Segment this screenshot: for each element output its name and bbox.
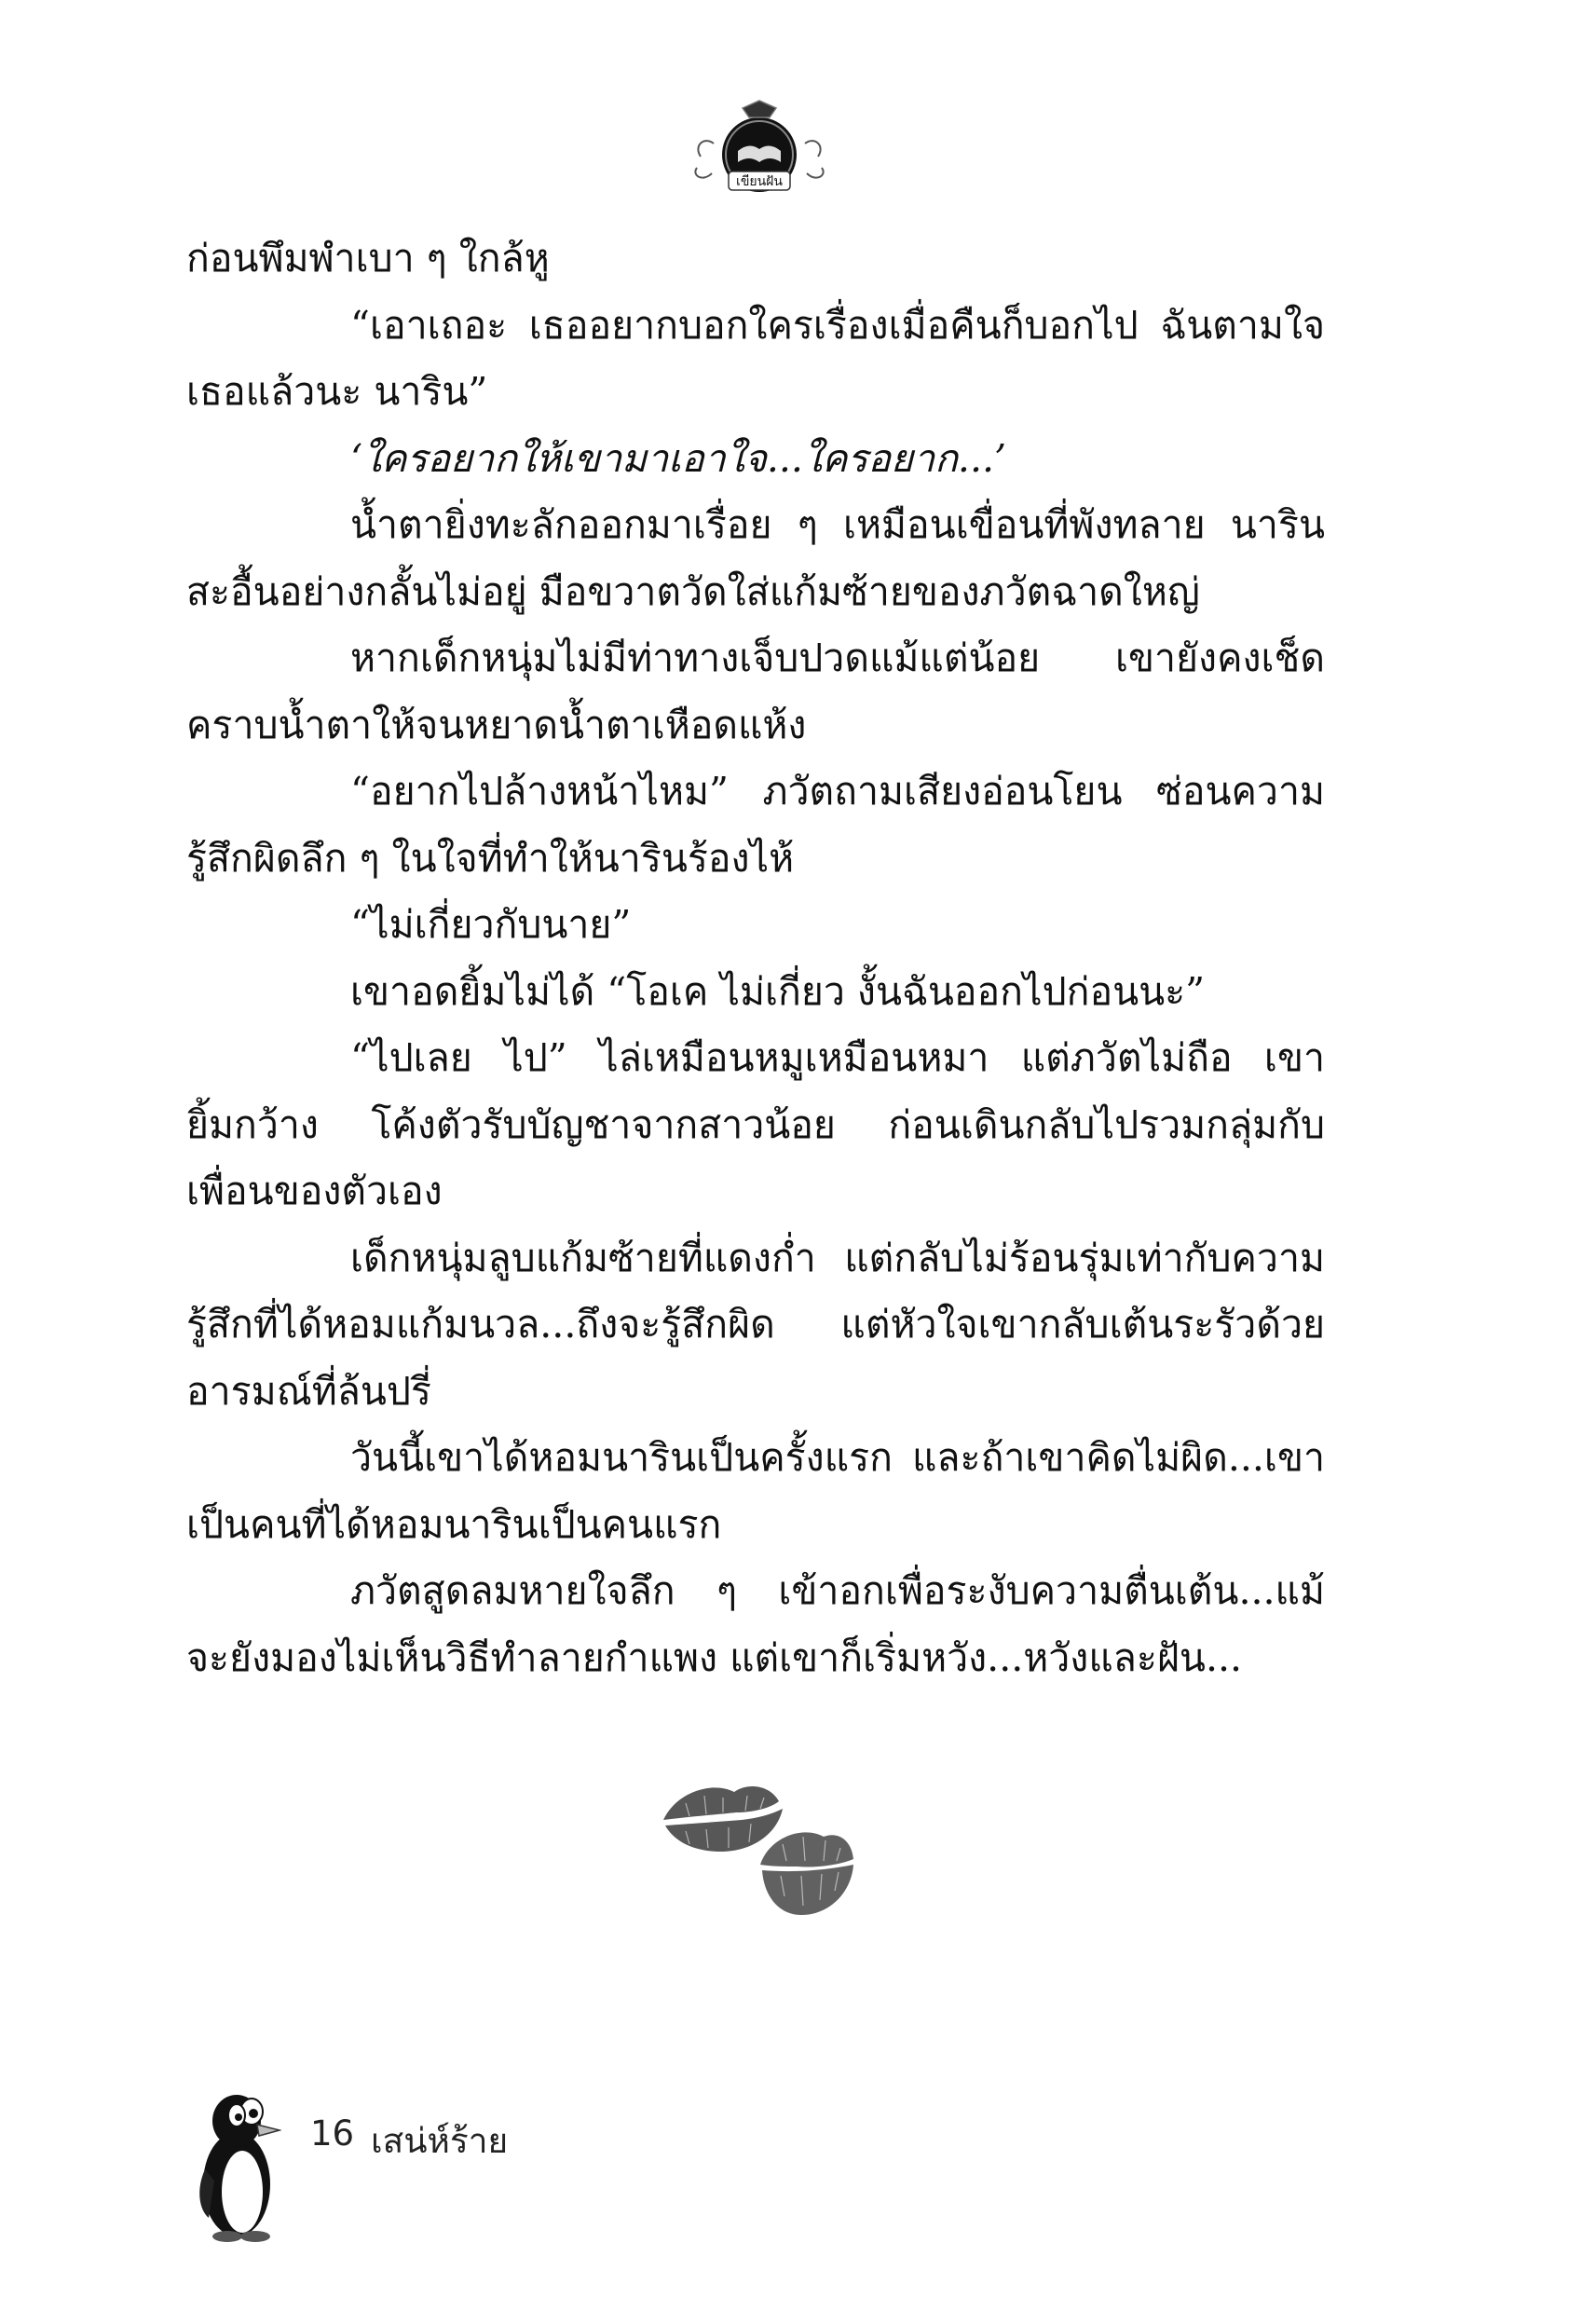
- text-line: ยิ้มกว้าง โค้งตัวรับบัญชาจากสาวน้อย ก่อนเดินกลับไปรวมกลุ่มกับ: [186, 1101, 1325, 1147]
- lipstick-kiss-icon: [658, 1775, 855, 1922]
- logo-text: เขียนฝัน: [736, 174, 783, 189]
- text-line: วันนี้เขาได้หอมนารินเป็นครั้งแรก และถ้าเขาคิดไม่ผิด...เขา: [350, 1435, 1325, 1480]
- story-text: [186, 226, 1325, 1691]
- page-number: 16: [310, 2113, 355, 2154]
- text-line: เพื่อนของตัวเอง: [186, 1169, 443, 1213]
- text-line: “ไม่เกี่ยวกับนาย”: [350, 902, 632, 947]
- text-line: เป็นคนที่ได้หอมนารินเป็นคนแรก: [186, 1501, 722, 1547]
- text-line: อารมณ์ที่ล้นปรี่: [186, 1368, 431, 1414]
- text-line: เธอแล้วนะ นาริน”: [186, 369, 488, 414]
- book-title: เสน่ห์ร้าย: [371, 2121, 509, 2161]
- publisher-logo: [691, 99, 827, 201]
- text-line: คราบน้ำตาให้จนหยาดน้ำตาเหือดแห้ง: [186, 702, 807, 747]
- text-line: ก่อนพึมพำเบา ๆ ใกล้หู: [186, 236, 550, 280]
- text-line: ภวัตสูดลมหายใจลึก ๆ เข้าอกเพื่อระงับความตื่นเต้น...แม้: [350, 1568, 1325, 1613]
- text-line: ‘ใครอยากให้เขามาเอาใจ...ใครอยาก...’: [350, 435, 1007, 481]
- text-line: “ไปเลย ไป” ไล่เหมือนหมูเหมือนหมา แต่ภวัตไม่ถือ เขา: [350, 1035, 1325, 1080]
- text-line: เด็กหนุ่มลูบแก้มซ้ายที่แดงก่ำ แต่กลับไม่ร้อนรุ่มเท่ากับความ: [350, 1235, 1325, 1280]
- text-line: สะอื้นอย่างกลั้นไม่อยู่ มือขวาตวัดใส่แก้มซ้ายของภวัตฉาดใหญ่: [186, 568, 1200, 614]
- text-line: น้ำตายิ่งทะลักออกมาเรื่อย ๆ เหมือนเขื่อนที่พังทลาย นาริน: [350, 502, 1325, 547]
- text-line: รู้สึกที่ได้หอมแก้มนวล...ถึงจะรู้สึกผิด แต่หัวใจเขากลับเต้นระรัวด้วย: [186, 1302, 1325, 1347]
- text-line: จะยังมองไม่เห็นวิธีทำลายกำแพง แต่เขาก็เริ่มหวัง...หวังและฝัน...: [186, 1634, 1243, 1680]
- text-line: เขาอดยิ้มไม่ได้ “โอเค ไม่เกี่ยว งั้นฉันออกไปก่อนนะ”: [350, 968, 1206, 1014]
- text-line: “เอาเถอะ เธออยากบอกใครเรื่องเมื่อคืนก็บอกไป ฉันตามใจ: [350, 302, 1325, 348]
- text-line: รู้สึกผิดลึก ๆ ในใจที่ทำให้นารินร้องไห้: [186, 835, 795, 881]
- penguin-mascot-icon: [196, 2087, 281, 2242]
- text-line: “อยากไปล้างหน้าไหม” ภวัตถามเสียงอ่อนโยน ซ่อนความ: [350, 769, 1325, 814]
- text-line: หากเด็กหนุ่มไม่มีท่าทางเจ็บปวดแม้แต่น้อย เขายังคงเช็ด: [350, 636, 1325, 680]
